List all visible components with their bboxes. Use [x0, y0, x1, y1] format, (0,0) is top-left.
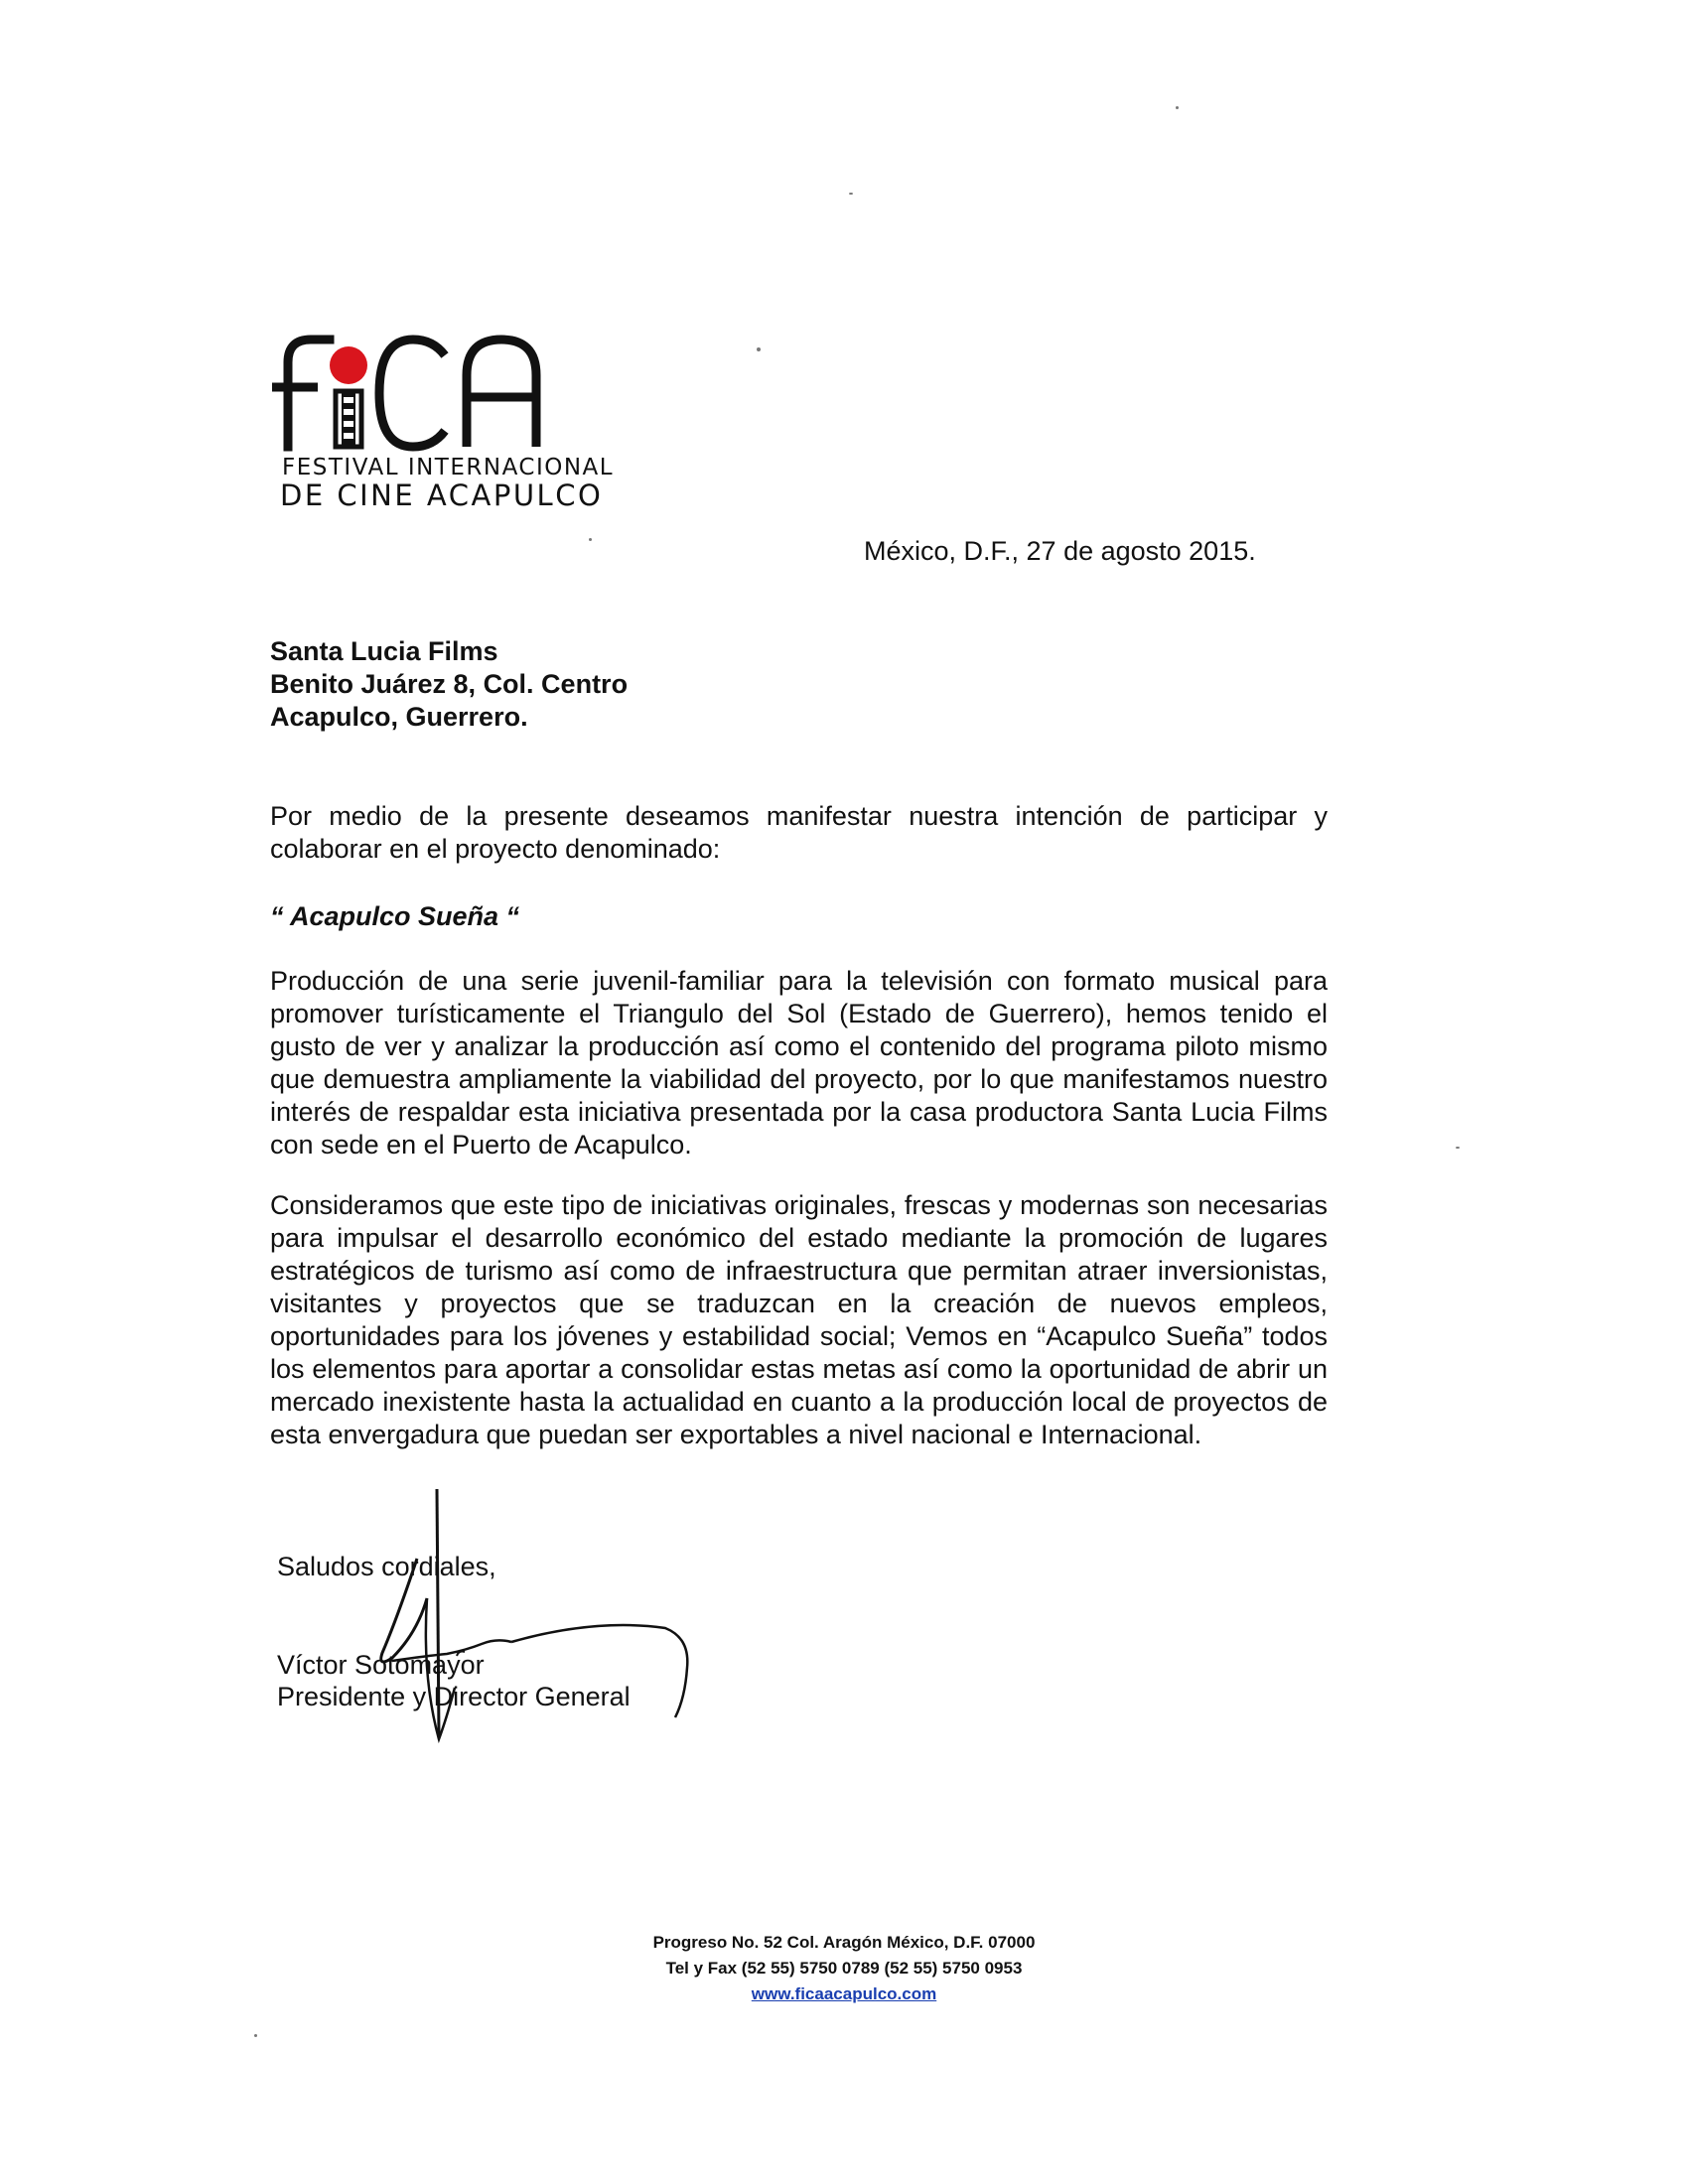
scan-speck	[589, 538, 592, 541]
footer-phone: Tel y Fax (52 55) 5750 0789 (52 55) 5750 0953	[665, 1959, 1023, 1978]
fica-logo-mark	[268, 328, 586, 457]
logo-tagline-1: FESTIVAL INTERNACIONAL	[282, 455, 615, 480]
handwritten-signature	[298, 1469, 715, 1787]
project-title: “ Acapulco Sueña “	[270, 901, 520, 931]
scan-speck	[1456, 1147, 1460, 1149]
signer-title: Presidente y Director General	[277, 1682, 631, 1711]
letter-date: México, D.F., 27 de agosto 2015.	[864, 536, 1256, 566]
scan-speck	[1176, 106, 1179, 109]
footer	[447, 1930, 1241, 2007]
recipient-block	[270, 635, 628, 734]
fica-logo	[268, 328, 615, 516]
body-paragraph-1: Producción de una serie juvenil-familiar para la televisión con formato musical para promover turísticamente el Triangulo del Sol (Estado de Guerrero), hemos tenido el gusto de ver y analizar la producción así como el contenido del programa piloto mismo que demuestra ampliamente la viabilidad del proyecto, por lo que manifestamos nuestro interés de respaldar esta iniciativa presentada por la casa productora Santa Lucia Films con sede en el Puerto de Acapulco.	[270, 966, 1328, 1160]
closing-salutation: Saludos cordiales,	[277, 1552, 496, 1581]
intro-paragraph: Por medio de la presente deseamos manifestar nuestra intención de participar y colaborar en el proyecto denominado:	[270, 801, 1328, 864]
signer-name: Víctor Sotomayor	[277, 1650, 485, 1680]
scan-speck	[757, 347, 761, 351]
scan-speck	[254, 2034, 257, 2037]
body-paragraph-2: Consideramos que este tipo de iniciativas originales, frescas y modernas son necesarias para impulsar el desarrollo económico del estado mediante la promoción de lugares estratégicos de turismo así como de infraestructura que permitan atraer inversionistas, visitantes y proyectos que se traduzcan en la creación de nuevos empleos, oportunidades para los jóvenes y estabilidad social; Vemos en “Acapulco Sueña” todos los elementos para aportar a consolidar estas metas así como la oportunidad de abrir un mercado inexistente hasta la actualidad en cuanto a la producción local de proyectos de esta envergadura que puedan ser exportables a nivel nacional e Internacional.	[270, 1190, 1328, 1449]
footer-website-link[interactable]: www.ficaacapulco.com	[751, 1984, 937, 2003]
signer-block	[277, 1649, 631, 1712]
footer-address: Progreso No. 52 Col. Aragón México, D.F. 07000	[652, 1933, 1036, 1952]
logo-tagline-2: DE CINE ACAPULCO	[280, 478, 604, 512]
scan-speck	[849, 193, 853, 195]
recipient-address: Benito Juárez 8, Col. Centro	[270, 669, 629, 699]
recipient-name: Santa Lucia Films	[270, 636, 498, 666]
recipient-city: Acapulco, Guerrero.	[270, 702, 528, 732]
